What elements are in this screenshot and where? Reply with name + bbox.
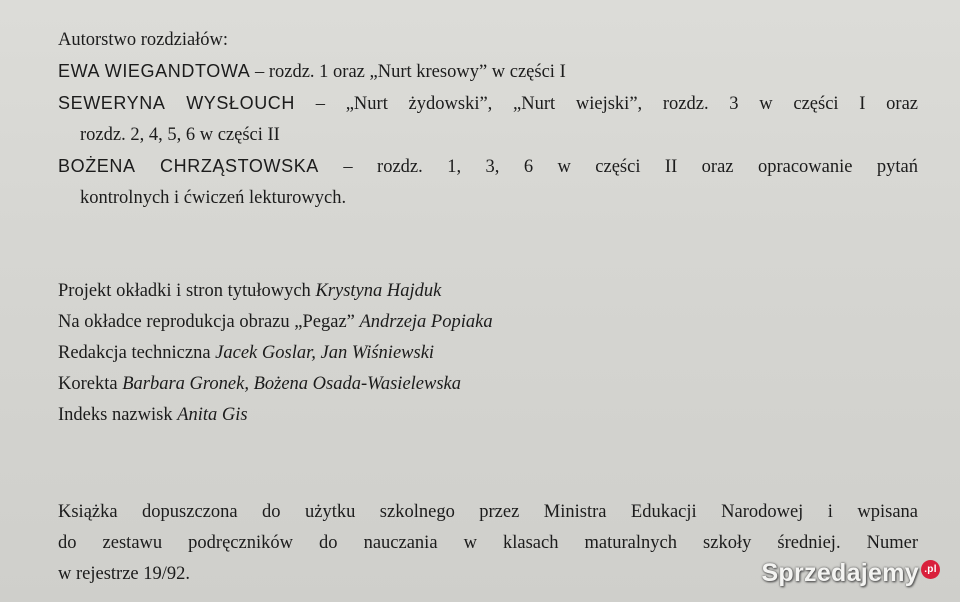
sprzedajemy-watermark [761,559,940,588]
author-entry [58,88,918,120]
credit-line [58,307,918,338]
author-entry [58,56,918,88]
author-entry-continuation: kontrolnych i ćwiczeń lekturowych. [80,188,347,208]
approval-line: do zestawu podręczników do nauczania w klasach maturalnych szkoły średniej. Numer [58,533,918,553]
chapter-authorship-section [58,25,918,214]
authorship-heading: Autorstwo rozdziałów: [58,30,229,50]
author-entry-continuation: rozdz. 2, 4, 5, 6 w części II [80,125,280,145]
author-name: SEWERYNA WYSŁOUCH [58,93,296,113]
credit-line [58,369,918,400]
credit-person: Krystyna Hajduk [315,281,442,301]
credit-label: Na okładce reprodukcja obrazu „Pegaz” [58,312,360,332]
credit-person: Anita Gis [177,405,248,425]
approval-line: w rejestrze 19/92. [58,564,191,584]
author-chapters: – „Nurt żydowski”, „Nurt wiejski”, rozdz. 3 w części I oraz [295,94,918,114]
watermark-badge: .pl [921,560,940,579]
approval-line: Książka dopuszczona do użytku szkolnego przez Ministra Edukacji Narodowej i wpisana [58,502,918,522]
credit-label: Indeks nazwisk [58,405,178,425]
credit-label: Redakcja techniczna [58,343,216,363]
author-chapters: – rozdz. 1 oraz „Nurt kresowy” w części I [250,62,566,82]
watermark-text: Sprzedajemy [761,559,919,587]
credit-person: Andrzeja Popiaka [359,312,493,332]
credit-line [58,400,918,431]
credit-label: Projekt okładki i stron tytułowych [58,281,316,301]
author-name: EWA WIEGANDTOWA [58,61,251,81]
credits-section [58,276,918,431]
author-entry [58,151,918,183]
credit-line [58,276,918,307]
author-name: BOŻENA CHRZĄSTOWSKA [58,156,319,176]
credit-label: Korekta [58,374,123,394]
credit-person: Barbara Gronek, Bożena Osada-Wasielewska [122,374,462,394]
credit-line [58,338,918,369]
credit-person: Jacek Goslar, Jan Wiśniewski [215,343,435,363]
author-chapters: – rozdz. 1, 3, 6 w części II oraz opracowanie pytań [318,157,918,177]
